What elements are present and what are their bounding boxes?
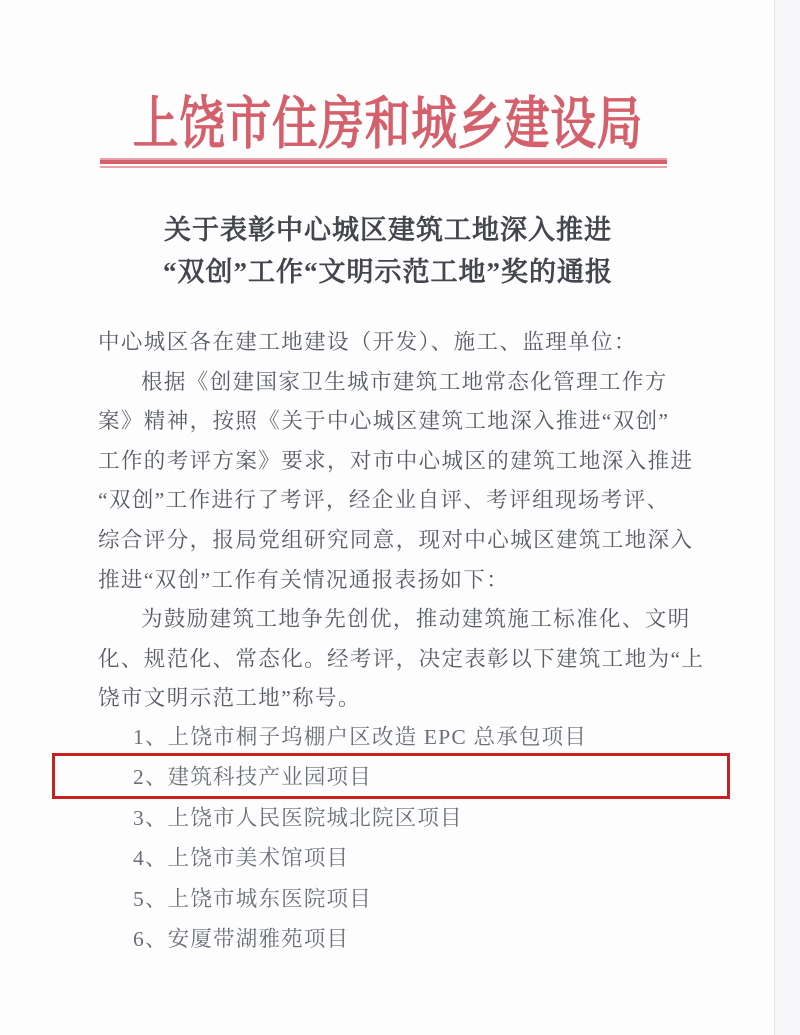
body-line: 根据《创建国家卫生城市建筑工地常态化管理工作方 [141, 369, 668, 394]
body-line: 综合评分，报局党组研究同意，现对中心城区建筑工地深入 [98, 527, 694, 552]
project-item: 6、安厦带湖雅苑项目 [133, 926, 350, 951]
body-line: 饶市文明示范工地”称号。 [98, 686, 361, 711]
divider-rule-top [100, 158, 667, 164]
body-line: 案》精神，按照《关于中心城区建筑工地深入推进“双创” [98, 409, 670, 434]
project-item: 3、上饶市人民医院城北院区项目 [133, 805, 463, 830]
scan-right-margin [775, 0, 800, 1035]
project-item: 5、上饶市城东医院项目 [133, 886, 372, 911]
project-item: 4、上饶市美术馆项目 [133, 846, 350, 871]
letterhead-divider-rule [100, 158, 667, 168]
project-item: 1、上饶市桐子坞棚户区改造 EPC 总承包项目 [133, 725, 588, 749]
document-title-line-2: “双创”工作“文明示范工地”奖的通报 [163, 257, 613, 287]
document-title [0, 209, 776, 293]
body-line: 工作的考评方案》要求，对市中心城区的建筑工地深入推进 [98, 448, 694, 473]
project-item-highlighted: 2、建筑科技产业园项目 [133, 765, 372, 790]
page-scan-edge [774, 0, 775, 1035]
highlight-box [52, 753, 730, 799]
body-line: 化、规范化、常态化。经考评，决定表彰以下建筑工地为“上 [98, 646, 705, 671]
document-title-line-1: 关于表彰中心城区建筑工地深入推进 [164, 215, 612, 245]
body-line: 为鼓励建筑工地争先创优，推动建筑施工标准化、文明 [141, 607, 691, 632]
document-body [98, 323, 705, 719]
body-line: “双创”工作进行了考评，经企业自评、考评组现场考评、 [98, 488, 670, 513]
body-line: 中心城区各在建工地建设（开发）、施工、监理单位： [98, 330, 637, 354]
divider-rule-bottom [100, 166, 667, 168]
letterhead-agency-title: 上饶市住房和城乡建设局 [132, 93, 644, 156]
body-line: 推进“双创”工作有关情况通报表扬如下： [98, 567, 510, 592]
